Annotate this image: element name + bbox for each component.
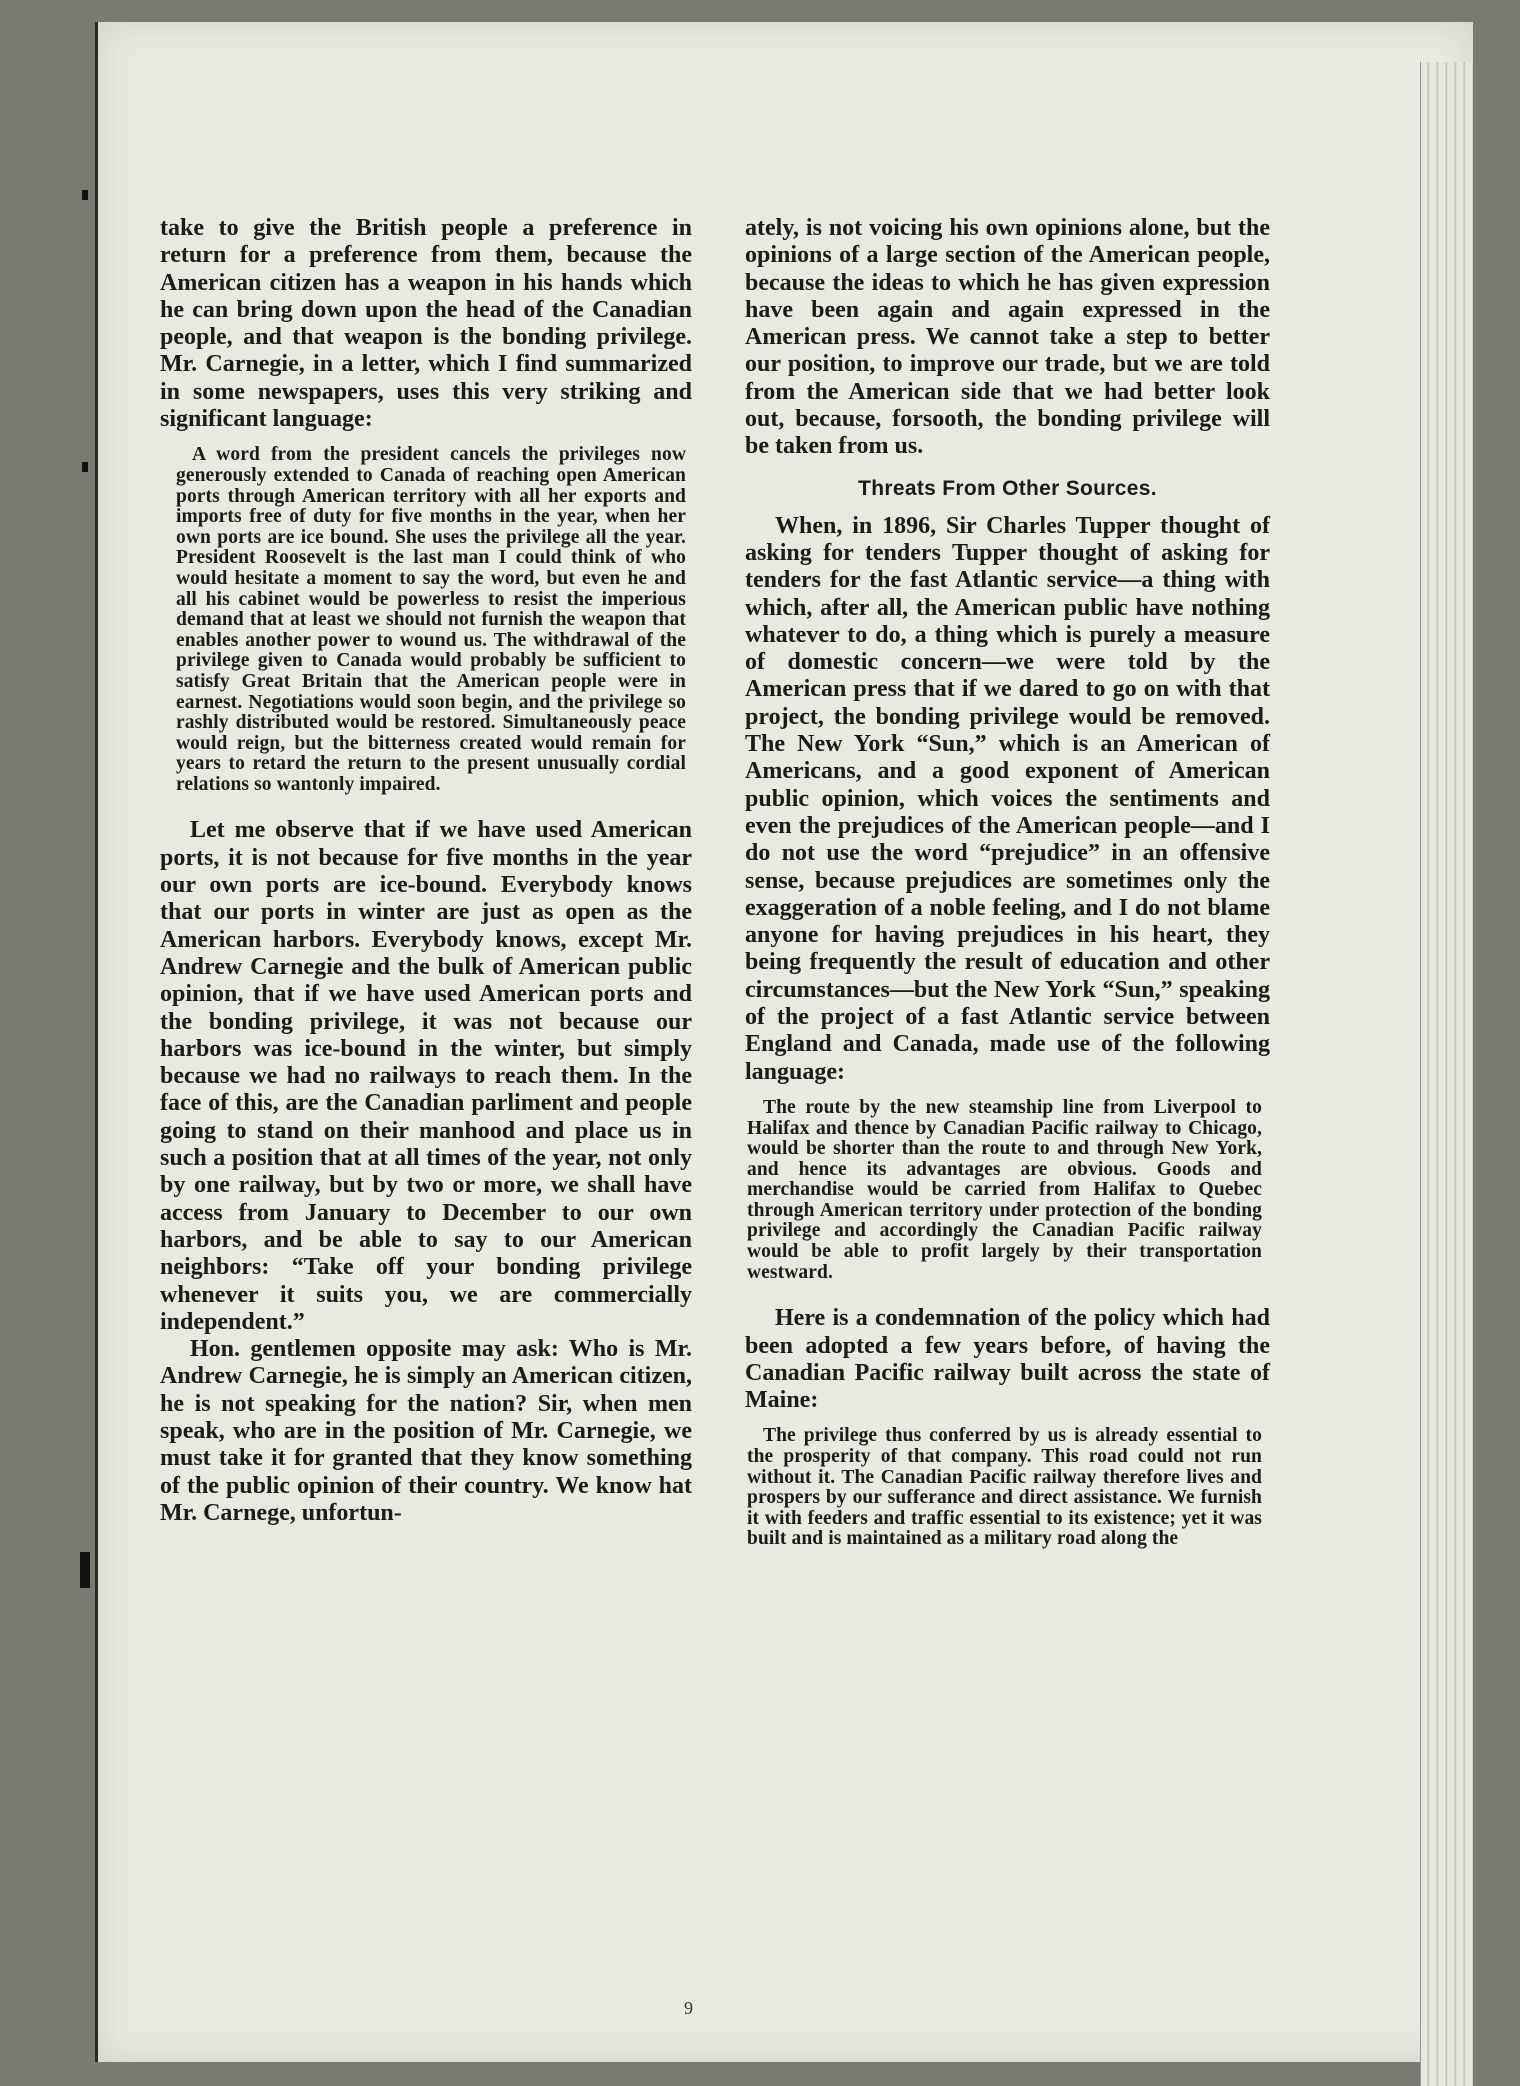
paragraph: Hon. gentlemen opposite may ask: Who is Mr. Andrew Carnegie, he is simply an American citizen, he is not speaking for the nation? Sir, when men speak, who are in the position of Mr. Carnegie, we must take it for granted that they know something of the public opinion of their country. We know hat Mr. Carnege, unfortun- bbox=[160, 1336, 692, 1526]
page-number: 9 bbox=[684, 1998, 693, 2018]
block-quote: A word from the president cancels the privileges now generously extended to Canada of reaching open American ports through American territory with all her exports and imports free of duty for five months in the year, when her own ports are ice bound. She uses the privilege all the year. President Roosevelt is the last man I could think of who would hesitate a moment to say the word, but even he and all his cabinet would be powerless to resist the imperious demand that at least we should not furnish the weapon that enables another power to wound us. The withdrawal of the privilege given to Canada would probably be sufficient to satisfy Great Britain that the American people were in earnest. Negotiations would soon begin, and the privilege so rashly distributed would be restored. Simultaneously peace would reign, but the bitterness created would remain for years to retard the return to the present unusually cordial relations so wantonly impaired. bbox=[176, 444, 686, 795]
page-edges bbox=[1420, 62, 1473, 2086]
section-heading: Threats From Other Sources. bbox=[858, 476, 1157, 500]
paragraph: Let me observe that if we have used American ports, it is not because for five months in the year our own ports are ice-bound. Everybody knows that our ports in winter are just as open as the American harbors. Everybody knows, except Mr. Andrew Carnegie and the bulk of American public opinion, that if we have used American ports and the bonding privilege, it was not because our harbors was ice-bound in the winter, but simply because we had no railways to reach them. In the face of this, are the Canadian parliment and people going to stand on their manhood and place us in such a position that at all times of the year, not only by one railway, but by two or more, we shall have access from January to December to our own harbors, and be able to say to our American neighbors: “Take off your bonding privilege whenever it suits you, we are commercially independent.” bbox=[160, 817, 692, 1335]
left-column bbox=[160, 215, 692, 1527]
paragraph: When, in 1896, Sir Charles Tupper thought of asking for tenders Tupper thought of asking for tenders for the fast Atlantic service—a thing with which, after all, the American public have nothing whatever to do, a thing which is purely a measure of domestic concern—we were told by the American press that if we dared to go on with that project, the bonding privilege would be removed. The New York “Sun,” which is an American of Americans, and a good exponent of American public opinion, which voices the sentiments and even the prejudices of the American people—and I do not use the word “prejudice” in an offensive sense, because prejudices are sometimes only the exaggeration of a noble feeling, and I do not blame anyone for having prejudices in his heart, they being frequently the result of education and other circumstances—but the New York “Sun,” speaking of the project of a fast Atlantic service between England and Canada, made use of the following language: bbox=[745, 512, 1270, 1085]
paragraph: ately, is not voicing his own opinions alone, but the opinions of a large section of the American people, because the ideas to which he has given expression have been again and again expressed in the American press. We cannot take a step to better our position, to improve our trade, but we are told from the American side that we had better look out, because, forsooth, the bonding privilege will be taken from us. bbox=[745, 215, 1270, 460]
binding-mark bbox=[82, 190, 88, 200]
block-quote: The route by the new steamship line from Liverpool to Halifax and thence by Canadian Pacific railway to Chicago, would be shorter than the route to and through New York, and hence its advantages are obvious. Goods and merchandise would be carried from Halifax to Quebec through American territory under protection of the bonding privilege and accordingly the Canadian Pacific railway would be able to profit largely by their transportation westward. bbox=[747, 1096, 1262, 1283]
paragraph: take to give the British people a preference in return for a preference from them, because the American citizen has a weapon in his hands which he can bring down upon the head of the Canadian people, and that weapon is the bonding privilege. Mr. Carnegie, in a letter, which I find summarized in some newspapers, uses this very striking and significant language: bbox=[160, 215, 692, 433]
paragraph: Here is a condemnation of the policy which had been adopted a few years before, of having the Canadian Pacific railway built across the state of Maine: bbox=[745, 1305, 1270, 1414]
block-quote: The privilege thus conferred by us is already essential to the prosperity of that company. This road could not run without it. The Canadian Pacific railway therefore lives and prospers by our sufferance and direct assistance. We furnish it with feeders and traffic essential to its existence; yet it was built and is maintained as a military road along the bbox=[747, 1425, 1262, 1550]
binding-mark bbox=[82, 462, 88, 472]
right-column bbox=[745, 215, 1270, 1572]
binding-mark bbox=[80, 1552, 90, 1588]
